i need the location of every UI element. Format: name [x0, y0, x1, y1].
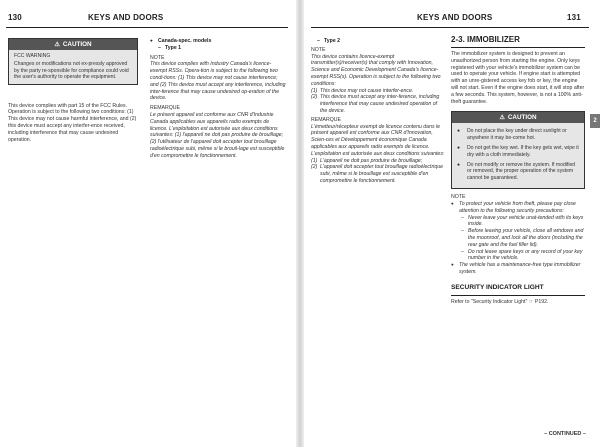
remarque-item-1-text: L'appareil ne doit pas produire de brouillage; [320, 157, 423, 164]
note-item-2 [311, 94, 445, 114]
note-item-1-text: This device may not cause interfer-ence. [320, 87, 414, 94]
remarque-item-2 [311, 164, 445, 184]
type1-label: – Type 1 [156, 45, 286, 52]
remarque-item-2-text: L'appareil doit accepter tout brouillage radioélectrique subi, même si le brouillage est susceptible d'en compromettre le fonctionnement. [320, 164, 443, 184]
security-light-text: Refer to "Security Indicator Light" ☞ P192. [451, 298, 549, 305]
left-page [0, 0, 295, 447]
page-number-right: 131 [567, 13, 581, 22]
remarque-label-2: REMARQUE [311, 116, 341, 123]
fcc-compliance-text: This device complies with part 15 of the FCC Rules. Operation is subject to the following two conditions: (1) This device may not cause harmful interference, and (2) this device must accept any interfer-ence received, including interference that may cause undesired operation. [8, 102, 137, 143]
page-header-left: KEYS AND DOORS [88, 13, 164, 22]
left-column-1 [8, 38, 138, 143]
remarque-item-1-num: (1) [311, 157, 318, 164]
right-page [305, 0, 600, 447]
page-gutter [296, 0, 304, 447]
continued-footer: – CONTINUED – [544, 431, 586, 437]
immobilizer-body: The immobilizer system is designed to prevent an unauthorized person from starting the engine. Only keys registered with your vehicle's immobilizer system can be used to operate your vehicle. If engine start is attempted with an unre-gistered access key fob or key, the engine will not start. Even if the engine does start, it will stop after a few seconds. This system, however, is not a 100% anti-theft guarantee. [451, 51, 585, 105]
note-intro-2: This device contains licence-exempt transmitter(s)/receiver(s) that comply with Innovation, Science and Economic Development Canada's licence-exempt RSS(s). Operation is subject to the following two conditions: [311, 53, 441, 87]
note-dash-3: – Do not leave spare keys or any record of your key number in the vehicle. [459, 249, 585, 263]
page-number-left: 130 [8, 13, 22, 22]
security-light-title: SECURITY INDICATOR LIGHT [451, 283, 544, 291]
note-item-1-num: (1) [311, 87, 318, 94]
immobilizer-caution-title: CAUTION [507, 114, 537, 122]
caution-title: CAUTION [62, 41, 92, 48]
security-light-rule [451, 295, 585, 296]
caution-body [9, 50, 137, 84]
note-dash-1: – Never leave your vehicle unat-tended with its keys inside. [459, 215, 585, 229]
caution-item-1: ● Do not place the key under direct sunlight or anywhere it may be-come hot. [457, 128, 579, 141]
remarque-text-1: Le présent appareil est conforme aux CNR d'Industrie Canada applicables aux appareils radio exempts de licence. L'exploitation est autorisée aux deux conditions suivantes: (1) l'appareil ne doit pas produire de brouillage; (2) l'utilisateur de l'appareil doit accepter tout brouillage radioélectrique subi, même si le brouil-lage est susceptible d'en compromettre le fonctionnement. [150, 111, 285, 159]
fcc-caution-box [8, 38, 138, 85]
fcc-warning-heading: FCC WARNING [14, 53, 51, 59]
chapter-tab: 2 [590, 114, 600, 128]
remarque-intro-2: L'émetteur/récepteur exempt de licence contenu dans le présent appareil est conforme aux CNR d'Innovation, Scien-ces et Développement économique Canada applicables aux appareils radio exempts de licence. L'exploitation est autorisée aux deux conditions suivantes: [311, 123, 445, 157]
immobilizer-caution-box [451, 111, 585, 189]
remarque-item-2-num: (2) [311, 164, 318, 171]
right-column-1 [311, 38, 445, 185]
note-bullet-1: ● To protect your vehicle from theft, please pay close attention to the following security precautions: [451, 201, 585, 215]
fcc-warning-text: Changes or modifications not ex-pressly approved by the party re-sponsible for compliance could void the user's authority to operate the equipment. [14, 61, 129, 81]
caution-header [9, 39, 137, 50]
note-dash-2: – Before leaving your vehicle, close all windows and the moonroof, and lock all the doors (including the rear gate and the fuel filler lid). [459, 228, 585, 248]
immobilizer-caution-body [452, 123, 584, 188]
caution-item-2: ● Do not get the key wet. If the key gets wet, wipe it dry with a cloth immediately. [457, 145, 579, 158]
header-rule-right [311, 27, 589, 28]
note-label-1: NOTE [150, 54, 165, 61]
remarque-item-1 [311, 158, 445, 165]
note-label-2: NOTE [311, 46, 326, 53]
left-column-2 [150, 38, 286, 160]
warning-triangle-icon: ⚠ [499, 115, 505, 122]
right-column-2 [451, 35, 585, 306]
note-item-2-num: (2) [311, 94, 318, 101]
note-text-1: This device complies with Industry Canada's licence-exempt RSSs. Opera-tion is subject to the following two condi-tions: (1) This device may not cause interference; and (2) This device must accept any interference, including inter-ference that may cause undesired op-eration of the device. [150, 61, 286, 102]
note-bullet-2: ● The vehicle has a maintenance-free type immobilizer system. [451, 262, 585, 276]
caution-item-3: ● Do not modify or remove the system. If modified or removed, the proper operation of the system cannot be guaranteed. [457, 162, 579, 181]
header-rule-left [6, 27, 288, 28]
immobilizer-caution-header [452, 112, 584, 123]
immobilizer-title: 2-3. IMMOBILIZER [451, 35, 520, 44]
note-item-1 [311, 88, 445, 95]
canada-models-bullet: ● Canada-spec. models [150, 38, 286, 45]
type2-label: – Type 2 [315, 38, 445, 45]
note-item-2-text: This device must accept any inter-ference, including interference that may cause undesired operation of the device. [320, 94, 440, 114]
remarque-label-1: REMARQUE [150, 105, 180, 112]
page-header-right: KEYS AND DOORS [417, 13, 493, 22]
warning-triangle-icon: ⚠ [54, 42, 60, 48]
note-label-3: NOTE [451, 194, 466, 201]
immobilizer-rule [451, 47, 585, 48]
